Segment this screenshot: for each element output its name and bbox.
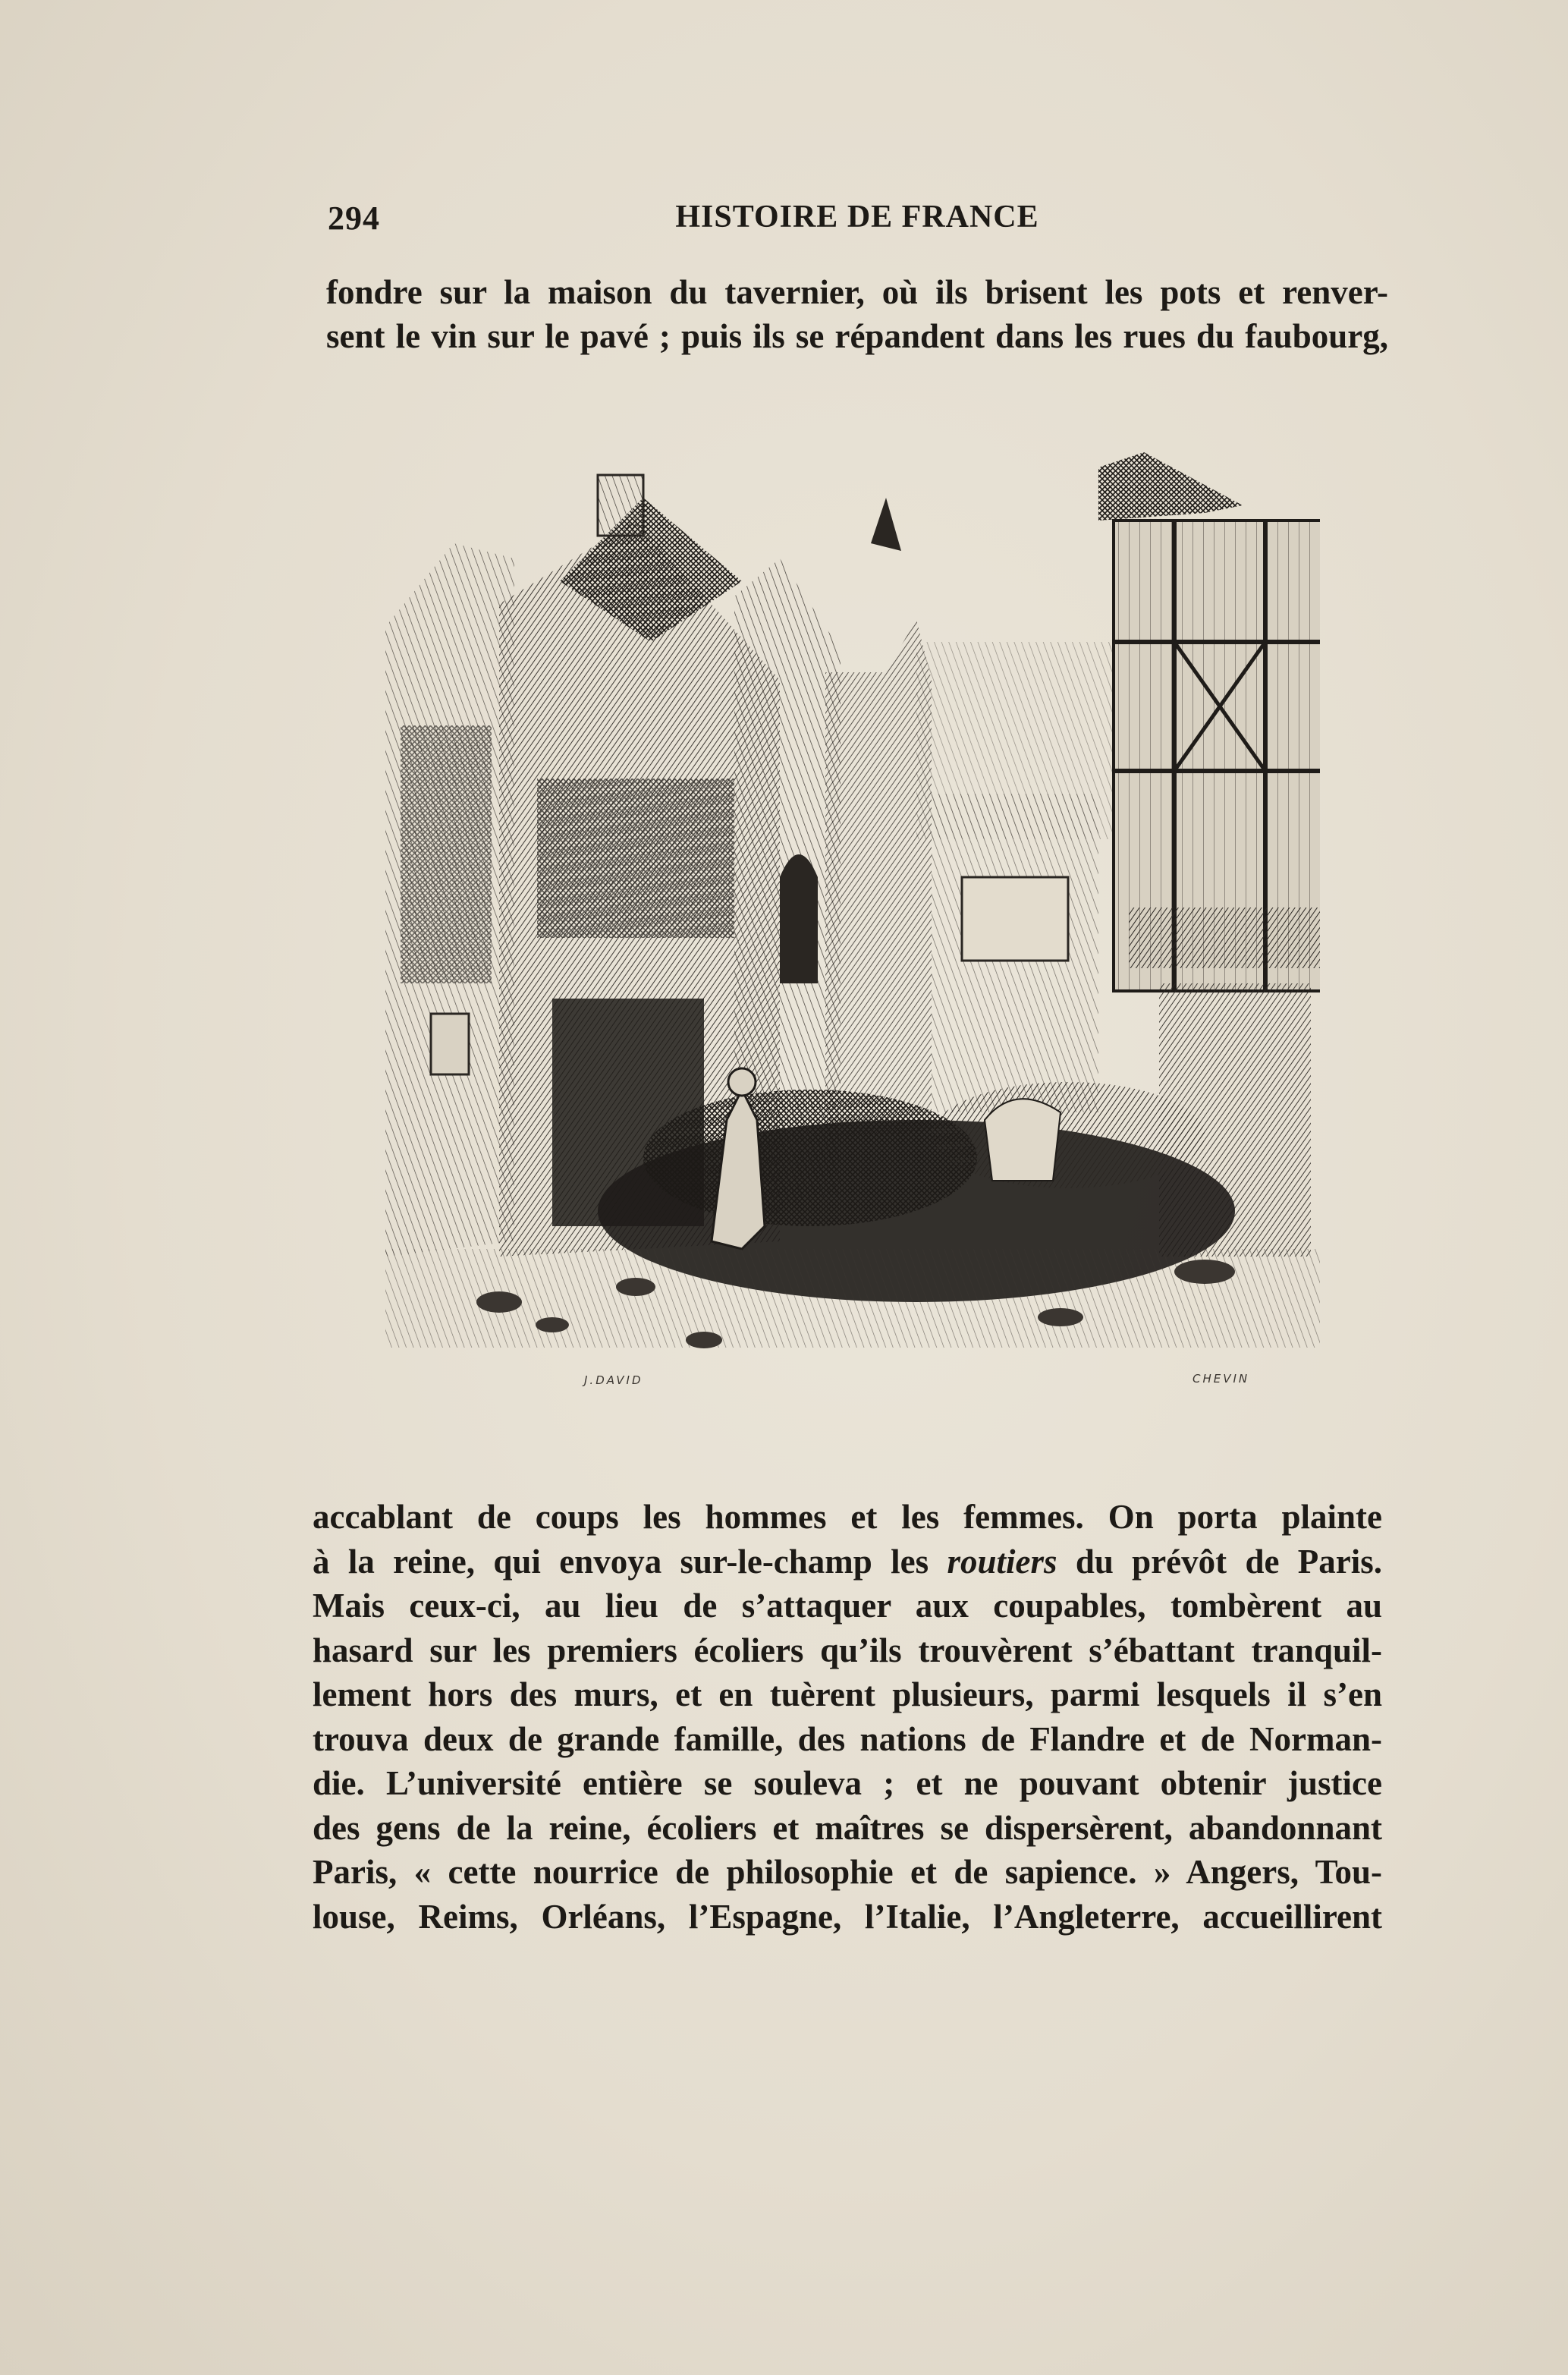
text-segment: du prévôt de Paris. xyxy=(1057,1542,1382,1581)
engraver-signature-left: J.DAVID xyxy=(584,1373,643,1387)
text-line-with-italic xyxy=(313,1540,1382,1584)
engraver-signature-right: CHEVIN xyxy=(1192,1372,1250,1386)
bottom-paragraph xyxy=(313,1495,1382,1939)
text-line: lement hors des murs, et en tuèrent plusieurs, parmi lesquels il s’en xyxy=(313,1675,1382,1713)
running-title: HISTOIRE DE FRANCE xyxy=(675,200,1039,234)
text-line: die. L’université entière se souleva ; et ne pouvant obtenir justice xyxy=(313,1764,1382,1802)
running-head xyxy=(328,199,1387,244)
italic-word: routiers xyxy=(947,1542,1057,1581)
text-line: fondre sur la maison du tavernier, où ils brisent les pots et renver- xyxy=(326,273,1388,311)
text-line: trouva deux de grande famille, des nations de Flandre et de Norman- xyxy=(313,1719,1382,1758)
top-paragraph xyxy=(326,270,1388,358)
page-number: 294 xyxy=(328,200,380,237)
text-line: louse, Reims, Orléans, l’Espagne, l’Italie, l’Angleterre, accueillirent xyxy=(313,1897,1382,1936)
engraving-image xyxy=(385,452,1320,1393)
text-segment: à la reine, qui envoya sur-le-champ les xyxy=(313,1542,947,1581)
text-line: accablant de coups les hommes et les femmes. On porta plainte xyxy=(313,1498,1382,1536)
text-line: hasard sur les premiers écoliers qu’ils trouvèrent s’ébattant tranquil- xyxy=(313,1631,1382,1669)
text-line: des gens de la reine, écoliers et maîtres se dispersèrent, abandonnant xyxy=(313,1808,1382,1847)
engraving-street-riot xyxy=(385,452,1320,1393)
text-line: sent le vin sur le pavé ; puis ils se répandent dans les rues du faubourg, xyxy=(326,317,1388,355)
text-line: Paris, « cette nourrice de philosophie et de sapience. » Angers, Tou- xyxy=(313,1853,1382,1891)
text-line: Mais ceux-ci, au lieu de s’attaquer aux coupables, tombèrent au xyxy=(313,1587,1382,1625)
